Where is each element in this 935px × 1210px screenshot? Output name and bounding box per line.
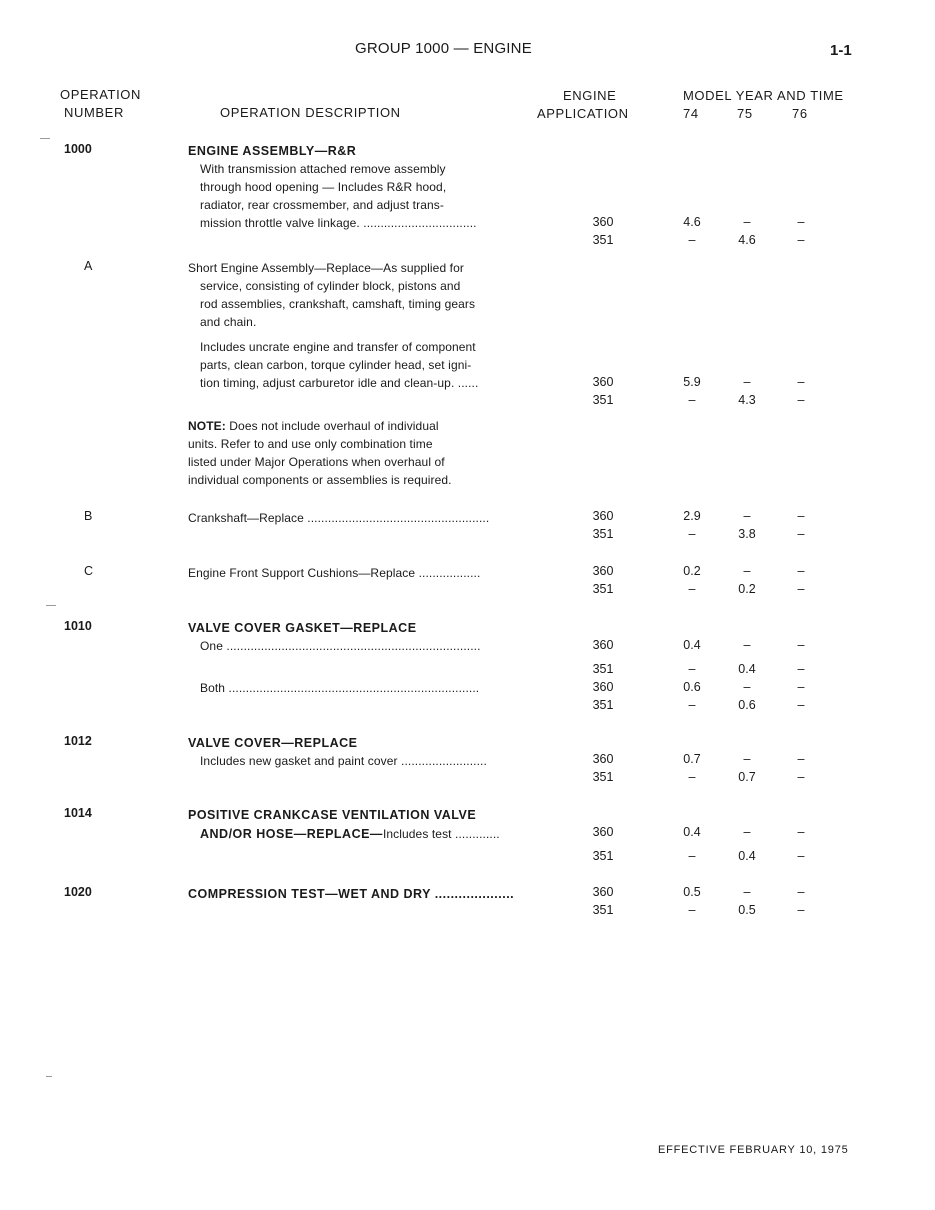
time-cell-y75: 0.4 (738, 662, 756, 676)
description-line: POSITIVE CRANKCASE VENTILATION VALVE (188, 808, 477, 822)
header-number: NUMBER (64, 105, 124, 120)
description-suffix: Includes test ............. (382, 827, 500, 841)
scan-speck (40, 138, 50, 139)
description-line: Includes uncrate engine and transfer of component (200, 340, 476, 354)
description-line: through hood opening — Includes R&R hood, (200, 180, 447, 194)
engine-application-cell: 360 (592, 885, 614, 899)
operation-number: B (84, 509, 93, 523)
description-line: With transmission attached remove assembly (200, 162, 446, 176)
time-cell-y76: – (797, 509, 805, 523)
time-cell-y76: – (797, 582, 805, 596)
time-cell-y74: – (688, 527, 696, 541)
engine-application-cell: 360 (592, 752, 614, 766)
engine-application-cell: 360 (592, 375, 614, 389)
time-cell-y76: – (797, 680, 805, 694)
time-cell-y76: – (797, 752, 805, 766)
time-cell-y76: – (797, 903, 805, 917)
description-line: Both ......................................................................... (200, 681, 480, 695)
time-cell-y75: – (743, 885, 751, 899)
engine-application-cell: 351 (592, 698, 614, 712)
time-cell-y74: 2.9 (683, 509, 701, 523)
description-line: Short Engine Assembly—Replace—As supplied for (188, 261, 464, 275)
description-line: Engine Front Support Cushions—Replace .................. (188, 566, 481, 580)
header-year-75: 75 (737, 106, 753, 121)
time-cell-y76: – (797, 638, 805, 652)
time-cell-y76: – (797, 698, 805, 712)
description-line: and chain. (200, 315, 257, 329)
time-cell-y75: – (743, 638, 751, 652)
time-cell-y74: – (688, 393, 696, 407)
scan-speck (46, 605, 56, 606)
time-cell-y75: – (743, 680, 751, 694)
description-line: radiator, rear crossmember, and adjust trans- (200, 198, 444, 212)
time-cell-y75: – (743, 564, 751, 578)
time-cell-y74: – (688, 582, 696, 596)
operation-number: 1014 (64, 806, 92, 820)
time-cell-y74: 0.5 (683, 885, 701, 899)
time-cell-y76: – (797, 393, 805, 407)
description-line: service, consisting of cylinder block, pistons and (200, 279, 461, 293)
description-line: VALVE COVER GASKET—REPLACE (188, 621, 417, 635)
note-label: NOTE: (188, 419, 226, 433)
page-title: GROUP 1000 — ENGINE (355, 40, 532, 57)
scan-speck (46, 1076, 52, 1077)
description-line: tion timing, adjust carburetor idle and clean-up. ...... (200, 376, 479, 390)
operation-number: 1010 (64, 619, 92, 633)
time-cell-y75: 0.7 (738, 770, 756, 784)
time-cell-y74: – (688, 698, 696, 712)
time-cell-y76: – (797, 849, 805, 863)
engine-application-cell: 351 (592, 849, 614, 863)
time-cell-y75: 4.6 (738, 233, 756, 247)
description-line: AND/OR HOSE—REPLACE—Includes test ............. (200, 827, 500, 841)
time-cell-y76: – (797, 375, 805, 389)
time-cell-y76: – (797, 527, 805, 541)
description-line: Includes new gasket and paint cover ......................... (200, 754, 487, 768)
header-operation: OPERATION (60, 87, 142, 102)
description-line: individual components or assemblies is required. (188, 473, 452, 487)
engine-application-cell: 360 (592, 509, 614, 523)
engine-application-cell: 351 (592, 662, 614, 676)
time-cell-y75: – (743, 375, 751, 389)
engine-application-cell: 351 (592, 233, 614, 247)
time-cell-y75: – (743, 752, 751, 766)
engine-application-cell: 351 (592, 770, 614, 784)
time-cell-y75: 0.5 (738, 903, 756, 917)
description-line: mission throttle valve linkage. ................................. (200, 216, 477, 230)
operation-number: 1012 (64, 734, 92, 748)
time-cell-y75: 4.3 (738, 393, 756, 407)
time-cell-y75: – (743, 215, 751, 229)
header-application: APPLICATION (537, 106, 629, 121)
time-cell-y74: 0.6 (683, 680, 701, 694)
time-cell-y75: 0.2 (738, 582, 756, 596)
time-cell-y74: – (688, 233, 696, 247)
engine-application-cell: 351 (592, 527, 614, 541)
engine-application-cell: 360 (592, 638, 614, 652)
time-cell-y75: – (743, 825, 751, 839)
operation-number: 1000 (64, 142, 92, 156)
time-cell-y74: – (688, 770, 696, 784)
time-cell-y74: 0.2 (683, 564, 701, 578)
header-model-year: MODEL YEAR AND TIME (683, 88, 844, 103)
description-line: VALVE COVER—REPLACE (188, 736, 358, 750)
engine-application-cell: 351 (592, 903, 614, 917)
description-line: units. Refer to and use only combination time (188, 437, 433, 451)
effective-date-footer: EFFECTIVE FEBRUARY 10, 1975 (658, 1144, 849, 1156)
description-line: One .......................................................................... (200, 639, 481, 653)
header-year-76: 76 (792, 106, 808, 121)
header-year-74: 74 (683, 106, 699, 121)
time-cell-y76: – (797, 825, 805, 839)
description-line: rod assemblies, crankshaft, camshaft, timing gears (200, 297, 476, 311)
header-description: OPERATION DESCRIPTION (220, 105, 401, 120)
time-cell-y76: – (797, 885, 805, 899)
time-cell-y75: 0.6 (738, 698, 756, 712)
time-cell-y74: 4.6 (683, 215, 701, 229)
description-line: listed under Major Operations when overhaul of (188, 455, 445, 469)
time-cell-y76: – (797, 662, 805, 676)
time-cell-y74: 0.4 (683, 638, 701, 652)
time-cell-y74: – (688, 903, 696, 917)
engine-application-cell: 360 (592, 564, 614, 578)
engine-application-cell: 351 (592, 393, 614, 407)
engine-application-cell: 351 (592, 582, 614, 596)
description-line: ENGINE ASSEMBLY—R&R (188, 144, 357, 158)
time-cell-y74: – (688, 662, 696, 676)
time-cell-y75: – (743, 509, 751, 523)
operation-number: A (84, 259, 93, 273)
engine-application-cell: 360 (592, 215, 614, 229)
time-cell-y76: – (797, 215, 805, 229)
page-number: 1-1 (830, 42, 852, 59)
time-cell-y76: – (797, 564, 805, 578)
time-cell-y74: 0.4 (683, 825, 701, 839)
operation-number: 1020 (64, 885, 92, 899)
time-cell-y75: 3.8 (738, 527, 756, 541)
time-cell-y74: 0.7 (683, 752, 701, 766)
description-line: Crankshaft—Replace ..................................................... (188, 511, 490, 525)
engine-application-cell: 360 (592, 825, 614, 839)
time-cell-y76: – (797, 233, 805, 247)
time-cell-y74: 5.9 (683, 375, 701, 389)
time-cell-y74: – (688, 849, 696, 863)
header-engine: ENGINE (563, 88, 617, 103)
engine-application-cell: 360 (592, 680, 614, 694)
operation-number: C (84, 564, 94, 578)
description-line: COMPRESSION TEST—WET AND DRY .................... (188, 887, 515, 901)
description-line: parts, clean carbon, torque cylinder head, set igni- (200, 358, 472, 372)
time-cell-y76: – (797, 770, 805, 784)
time-cell-y75: 0.4 (738, 849, 756, 863)
description-line: NOTE: Does not include overhaul of individual (188, 419, 439, 433)
